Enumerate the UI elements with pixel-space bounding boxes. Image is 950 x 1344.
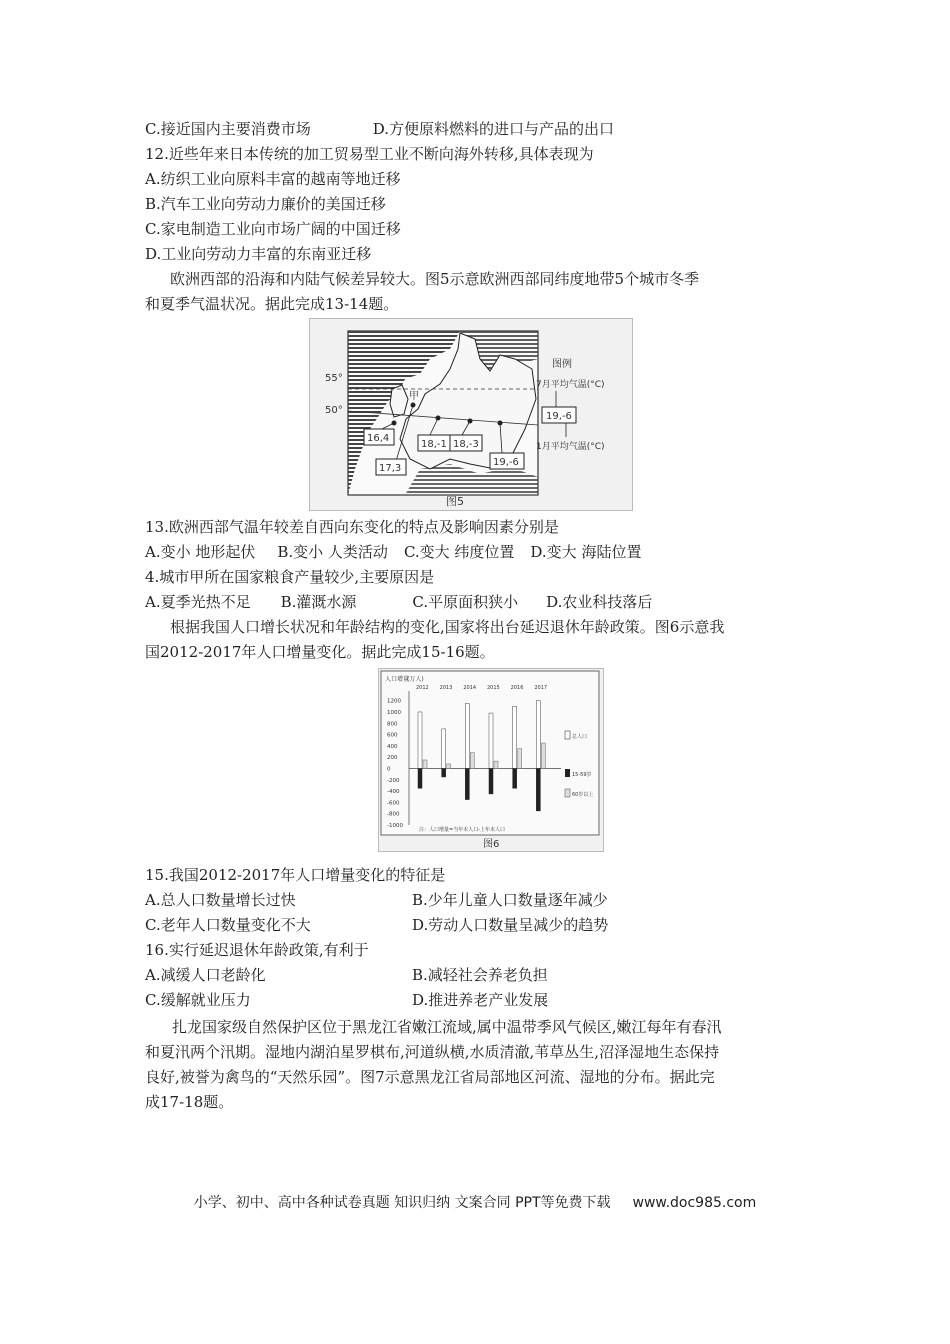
q13-option-b: B.变小 人类活动 (277, 543, 388, 561)
bar-labor-2017 (536, 768, 540, 810)
q13-stem: 13.欧洲西部气温年较差自西向东变化的特点及影响因素分别是 (145, 518, 559, 536)
legend-labor-swatch (565, 769, 570, 777)
bar-total-2013 (442, 729, 446, 769)
q11-option-d: D.方便原料燃料的进口与产品的出口 (372, 120, 614, 138)
q15-option-a: A.总人口数量增长过快 (145, 891, 296, 909)
bar-total-2017 (536, 701, 540, 769)
q15-option-b: B.少年儿童人口数量逐年减少 (412, 891, 608, 909)
figure6-svg (379, 669, 603, 851)
intro15-line1: 根据我国人口增长状况和年龄结构的变化,国家将出台延迟退休年龄政策。图6示意我 (170, 618, 725, 636)
chart-yunit: (万人) (407, 676, 424, 683)
q13-option-d: D.变大 海陆位置 (530, 543, 642, 561)
q14-options (145, 592, 652, 612)
q15-stem: 15.我国2012-2017年人口增量变化的特征是 (145, 866, 446, 884)
q14-stem: 4.城市甲所在国家粮食产量较少,主要原因是 (145, 568, 435, 586)
bar-labor-2013 (442, 768, 446, 776)
bar-total-2015 (489, 713, 493, 768)
y-tick-label: -200 (387, 777, 400, 784)
chart-ylabel: 人口增量 (385, 676, 410, 683)
q15-option-d: D.劳动人口数量呈减少的趋势 (412, 916, 609, 934)
footer-url[interactable]: www.doc985.com (632, 1195, 757, 1211)
legend-jan: 1月平均气温(°C) (536, 442, 605, 452)
legend-labor-label: 15-59岁 (572, 772, 592, 778)
intro13-line1: 欧洲西部的沿海和内陆气候差异较大。图5示意欧洲西部同纬度地带5个城市冬季 (170, 270, 700, 288)
x-tick-label: 2016 (510, 685, 524, 691)
q12-option-d: D.工业向劳动力丰富的东南亚迁移 (145, 245, 372, 263)
page-footer (0, 1192, 950, 1212)
intro17-line1: 扎龙国家级自然保护区位于黑龙江省嫩江流域,属中温带季风气候区,嫩江每年有春汛 (172, 1018, 722, 1036)
q16-option-b: B.减轻社会养老负担 (412, 966, 548, 984)
bar-old-2012 (423, 760, 427, 768)
bar-total-2016 (513, 706, 517, 768)
city5-temps: 19,-6 (493, 457, 519, 468)
figure5-map (309, 318, 633, 511)
x-tick-label: 2017 (534, 685, 548, 691)
q16-option-a: A.减缓人口老龄化 (145, 966, 266, 984)
q12-option-a: A.纺织工业向原料丰富的越南等地迁移 (145, 170, 401, 188)
chart-footnote: 注：人口增量=当年末人口-上年末人口 (419, 827, 505, 833)
q16-option-d: D.推进养老产业发展 (412, 991, 549, 1009)
city2-temps: 17,3 (379, 463, 402, 474)
y-tick-label: -1000 (387, 823, 403, 829)
bar-old-2013 (447, 764, 451, 769)
bar-labor-2016 (513, 768, 517, 788)
y-tick-label: -800 (387, 811, 400, 818)
y-tick-label: -400 (387, 789, 400, 796)
q11-option-row (145, 119, 614, 139)
city4-temps: 18,-3 (453, 439, 479, 450)
q13-options (145, 542, 641, 562)
legend-box: 19,-6 (546, 411, 572, 422)
bar-old-2017 (541, 743, 545, 768)
x-tick-label: 2015 (487, 685, 500, 691)
q14-option-a: A.夏季光热不足 (145, 593, 251, 611)
y-tick-label: 1000 (387, 709, 401, 716)
figure5-svg (310, 319, 632, 510)
q14-option-b: B.灌溉水源 (280, 593, 357, 611)
city1-temps: 16,4 (367, 433, 390, 444)
y-tick-label: 200 (387, 755, 398, 762)
figure5-caption: 图5 (446, 495, 464, 508)
intro17-line2: 和夏汛两个汛期。湿地内湖泊星罗棋布,河道纵横,水质清澈,苇草丛生,沼泽湿地生态保持 (145, 1043, 720, 1061)
q15-option-c: C.老年人口数量变化不大 (145, 916, 311, 934)
bar-old-2016 (518, 749, 522, 769)
bar-total-2014 (465, 703, 469, 768)
city-jia-label: 甲 (409, 391, 419, 402)
intro15-line2: 国2012-2017年人口增量变化。据此完成15-16题。 (145, 643, 495, 661)
q11-option-c: C.接近国内主要消费市场 (145, 120, 311, 138)
legend-old-label: 60岁以上 (572, 792, 594, 798)
y-tick-label: 400 (387, 743, 398, 750)
y-tick-label: 600 (387, 732, 398, 739)
legend-old-swatch (565, 789, 570, 797)
bar-labor-2012 (418, 768, 422, 788)
y-tick-label: 800 (387, 721, 398, 728)
city3-temps: 18,-1 (421, 439, 447, 450)
lat55-label: 55° (325, 373, 343, 384)
q13-option-c: C.变大 纬度位置 (403, 543, 515, 561)
bar-total-2012 (418, 712, 422, 769)
intro17-line3: 良好,被誉为禽鸟的“天然乐园”。图7示意黑龙江省局部地区河流、湿地的分布。据此完 (145, 1068, 715, 1086)
intro13-line2: 和夏季气温状况。据此完成13-14题。 (145, 295, 399, 313)
legend-july: 7月平均气温(°C) (536, 380, 605, 390)
q14-option-c: C.平原面积狭小 (412, 593, 519, 611)
q12-option-c: C.家电制造工业向市场广阔的中国迁移 (145, 220, 401, 238)
bar-labor-2014 (465, 768, 469, 799)
legend-total-label: 总人口 (572, 734, 588, 740)
figure6-caption: 图6 (483, 839, 500, 850)
figure6-chart (378, 668, 604, 852)
q13-option-a: A.变小 地形起伏 (145, 543, 256, 561)
footer-text: 小学、初中、高中各种试卷真题 知识归纳 文案合同 PPT等免费下载 (193, 1195, 611, 1211)
x-tick-label: 2013 (439, 685, 453, 691)
x-tick-label: 2012 (416, 685, 429, 691)
bar-labor-2015 (489, 768, 493, 793)
y-tick-label: 1200 (387, 698, 401, 705)
q16-option-c: C.缓解就业压力 (145, 991, 251, 1009)
q14-option-d: D.农业科技落后 (546, 593, 653, 611)
y-tick-label: -600 (387, 800, 400, 807)
legend-title: 图例 (552, 359, 572, 370)
legend-total-swatch (565, 731, 570, 739)
q12-option-b: B.汽车工业向劳动力廉价的美国迁移 (145, 195, 386, 213)
q12-stem: 12.近些年来日本传统的加工贸易型工业不断向海外转移,具体表现为 (145, 145, 594, 163)
x-tick-label: 2014 (463, 685, 477, 691)
lat50-label: 50° (325, 405, 343, 416)
q16-stem: 16.实行延迟退休年龄政策,有利于 (145, 941, 369, 959)
y-tick-label: 0 (387, 766, 391, 773)
bar-old-2014 (470, 753, 474, 769)
intro17-line4: 成17-18题。 (145, 1093, 234, 1111)
bar-old-2015 (494, 761, 498, 768)
